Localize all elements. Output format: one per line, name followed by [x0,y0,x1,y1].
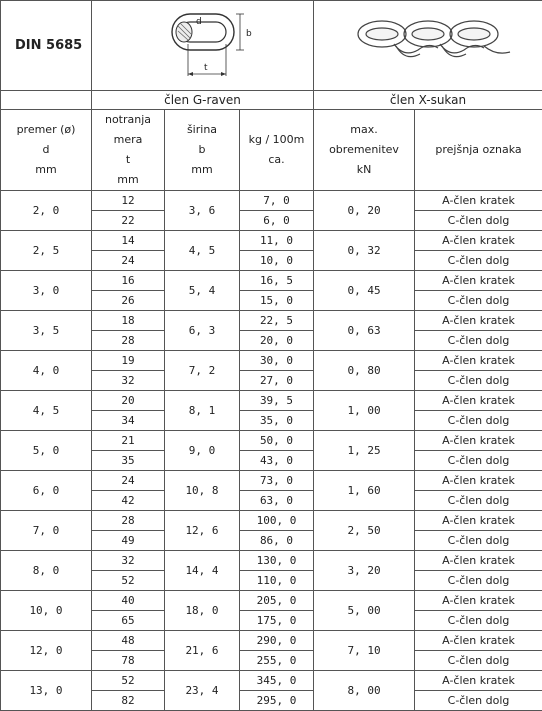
cell-inner-length: 65 [92,611,165,631]
cell-inner-length: 49 [92,531,165,551]
table-row [1,591,542,611]
cell-max-load: 0, 45 [314,271,415,311]
table-row [1,191,542,211]
cell-old-designation: A-člen kratek [415,351,542,371]
cell-weight: 6, 0 [240,211,314,231]
cell-max-load: 8, 00 [314,671,415,711]
g-link-drawing [128,4,278,88]
cell-diameter: 5, 0 [1,431,92,471]
cell-width: 14, 4 [165,551,240,591]
col-header-load: max. obremenitev kN [314,110,415,191]
cell-width: 23, 4 [165,671,240,711]
cell-width: 18, 0 [165,591,240,631]
cell-weight: 73, 0 [240,471,314,491]
cell-old-designation: A-člen kratek [415,551,542,571]
cell-old-designation: C-člen dolg [415,571,542,591]
cell-weight: 22, 5 [240,311,314,331]
cell-old-designation: C-člen dolg [415,691,542,711]
cell-weight: 11, 0 [240,231,314,251]
cell-max-load: 0, 20 [314,191,415,231]
cell-diameter: 2, 5 [1,231,92,271]
cell-max-load: 0, 63 [314,311,415,351]
cell-inner-length: 22 [92,211,165,231]
cell-diameter: 8, 0 [1,551,92,591]
cell-inner-length: 34 [92,411,165,431]
cell-old-designation: C-člen dolg [415,291,542,311]
table-row [1,231,542,251]
cell-inner-length: 32 [92,551,165,571]
cell-weight: 39, 5 [240,391,314,411]
cell-old-designation: A-člen kratek [415,231,542,251]
cell-old-designation: A-člen kratek [415,591,542,611]
cell-width: 6, 3 [165,311,240,351]
cell-weight: 15, 0 [240,291,314,311]
cell-inner-length: 28 [92,331,165,351]
cell-old-designation: A-člen kratek [415,191,542,211]
cell-weight: 110, 0 [240,571,314,591]
cell-inner-length: 52 [92,571,165,591]
cell-old-designation: C-člen dolg [415,411,542,431]
cell-diameter: 3, 5 [1,311,92,351]
cell-width: 21, 6 [165,631,240,671]
cell-weight: 205, 0 [240,591,314,611]
cell-weight: 100, 0 [240,511,314,531]
table-row [1,391,542,411]
cell-old-designation: C-člen dolg [415,531,542,551]
cell-weight: 175, 0 [240,611,314,631]
cell-diameter: 12, 0 [1,631,92,671]
cell-weight: 50, 0 [240,431,314,451]
cell-max-load: 1, 60 [314,471,415,511]
cell-diameter: 10, 0 [1,591,92,631]
cell-inner-length: 78 [92,651,165,671]
table-row [1,431,542,451]
cell-width: 8, 1 [165,391,240,431]
col-header-weight: kg / 100m ca. [240,110,314,191]
cell-old-designation: A-člen kratek [415,471,542,491]
cell-inner-length: 12 [92,191,165,211]
x-link-diagram [314,1,542,91]
cell-old-designation: C-člen dolg [415,651,542,671]
cell-inner-length: 24 [92,251,165,271]
cell-old-designation: A-člen kratek [415,271,542,291]
col-header-inner-length: notranja mera t mm [92,110,165,191]
cell-weight: 27, 0 [240,371,314,391]
cell-old-designation: A-člen kratek [415,431,542,451]
cell-weight: 10, 0 [240,251,314,271]
cell-diameter: 7, 0 [1,511,92,551]
cell-diameter: 13, 0 [1,671,92,711]
cell-max-load: 1, 00 [314,391,415,431]
table-row [1,351,542,371]
cell-inner-length: 14 [92,231,165,251]
cell-width: 5, 4 [165,271,240,311]
cell-inner-length: 40 [92,591,165,611]
g-link-diagram [92,1,314,91]
cell-old-designation: A-člen kratek [415,631,542,651]
group-g-raven: člen G-raven [92,91,314,110]
cell-width: 4, 5 [165,231,240,271]
cell-old-designation: C-člen dolg [415,371,542,391]
cell-inner-length: 35 [92,451,165,471]
cell-diameter: 6, 0 [1,471,92,511]
label-d: d [196,17,202,27]
cell-max-load: 0, 80 [314,351,415,391]
cell-inner-length: 82 [92,691,165,711]
cell-width: 7, 2 [165,351,240,391]
cell-weight: 255, 0 [240,651,314,671]
cell-max-load: 7, 10 [314,631,415,671]
cell-weight: 63, 0 [240,491,314,511]
cell-max-load: 0, 32 [314,231,415,271]
x-link-drawing [338,6,518,86]
cell-weight: 43, 0 [240,451,314,471]
cell-width: 10, 8 [165,471,240,511]
cell-old-designation: C-člen dolg [415,211,542,231]
cell-diameter: 4, 0 [1,351,92,391]
cell-inner-length: 52 [92,671,165,691]
table-row [1,311,542,331]
cell-weight: 295, 0 [240,691,314,711]
cell-old-designation: A-člen kratek [415,511,542,531]
cell-old-designation: C-člen dolg [415,491,542,511]
cell-weight: 290, 0 [240,631,314,651]
cell-inner-length: 20 [92,391,165,411]
table-row [1,671,542,691]
cell-inner-length: 26 [92,291,165,311]
table-row [1,271,542,291]
cell-inner-length: 16 [92,271,165,291]
cell-inner-length: 18 [92,311,165,331]
cell-max-load: 3, 20 [314,551,415,591]
table-row [1,551,542,571]
cell-old-designation: A-člen kratek [415,311,542,331]
cell-old-designation: C-člen dolg [415,611,542,631]
label-b: b [246,29,252,39]
cell-diameter: 4, 5 [1,391,92,431]
label-t: t [204,63,208,73]
cell-weight: 345, 0 [240,671,314,691]
cell-width: 12, 6 [165,511,240,551]
col-header-width: širina b mm [165,110,240,191]
cell-weight: 130, 0 [240,551,314,571]
cell-weight: 16, 5 [240,271,314,291]
cell-inner-length: 42 [92,491,165,511]
table-row [1,471,542,491]
cell-inner-length: 19 [92,351,165,371]
cell-inner-length: 28 [92,511,165,531]
table-row [1,511,542,531]
cell-weight: 20, 0 [240,331,314,351]
cell-weight: 7, 0 [240,191,314,211]
cell-inner-length: 48 [92,631,165,651]
cell-weight: 30, 0 [240,351,314,371]
col-header-old-designation: prejšnja oznaka [415,110,542,191]
cell-diameter: 3, 0 [1,271,92,311]
cell-old-designation: C-člen dolg [415,331,542,351]
cell-max-load: 2, 50 [314,511,415,551]
cell-old-designation: C-člen dolg [415,251,542,271]
cell-weight: 35, 0 [240,411,314,431]
group-empty [1,91,92,110]
cell-inner-length: 21 [92,431,165,451]
cell-diameter: 2, 0 [1,191,92,231]
cell-max-load: 1, 25 [314,431,415,471]
cell-width: 3, 6 [165,191,240,231]
group-x-sukan: člen X-sukan [314,91,542,110]
cell-weight: 86, 0 [240,531,314,551]
cell-old-designation: C-člen dolg [415,451,542,471]
cell-old-designation: A-člen kratek [415,391,542,411]
cell-inner-length: 32 [92,371,165,391]
col-header-diameter: premer (ø) d mm [1,110,92,191]
cell-width: 9, 0 [165,431,240,471]
standard-title: DIN 5685 [1,1,92,91]
cell-inner-length: 24 [92,471,165,491]
cell-max-load: 5, 00 [314,591,415,631]
cell-old-designation: A-člen kratek [415,671,542,691]
table-row [1,631,542,651]
